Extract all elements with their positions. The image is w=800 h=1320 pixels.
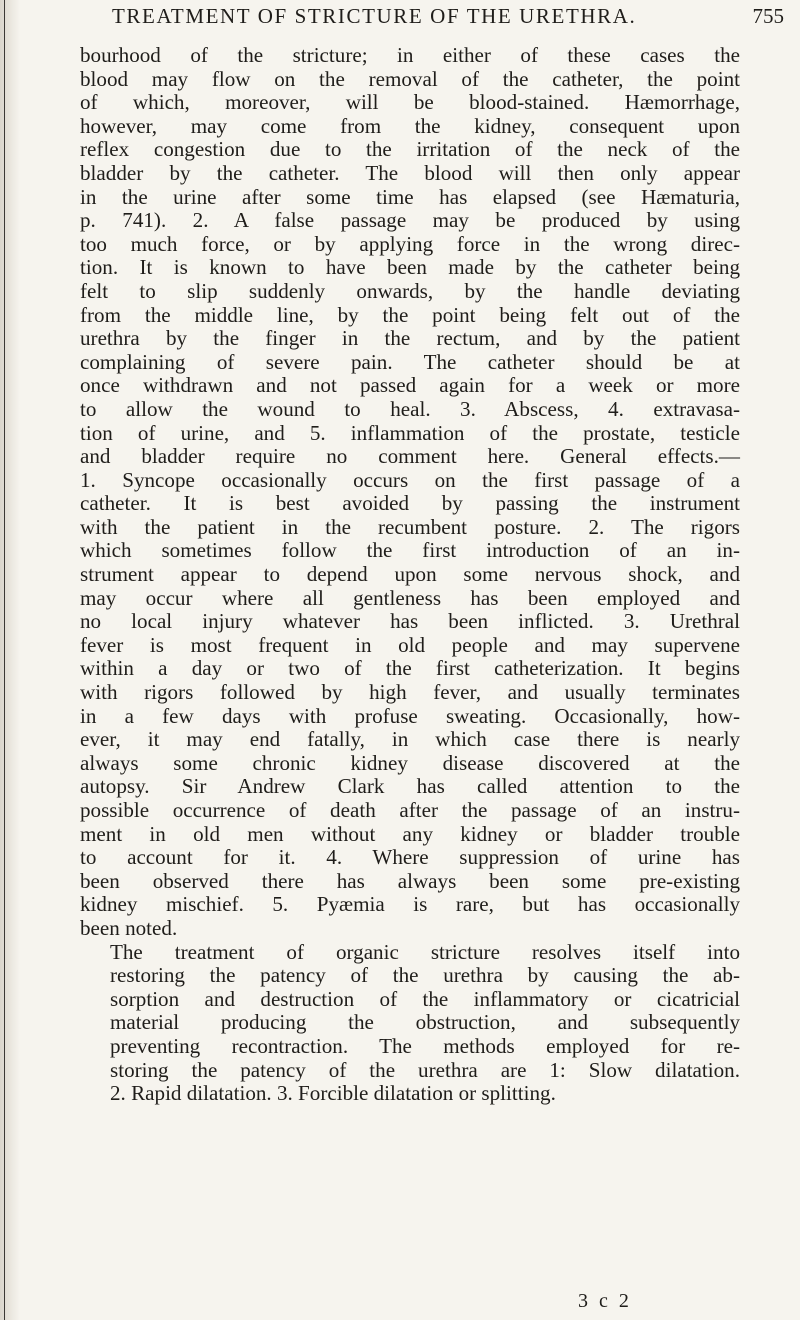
text-line: The treatment of organic stricture resolves itself into xyxy=(110,939,740,964)
text-line: p. 741). 2. A false passage may be produced by using xyxy=(80,208,740,233)
binding-edge-line xyxy=(4,0,5,1320)
text-line: 1. Syncope occasionally occurs on the first passage of a xyxy=(80,467,740,492)
running-head: TREATMENT OF STRICTURE OF THE URETHRA. xyxy=(112,4,637,28)
text-line: 2. Rapid dilatation. 3. Forcible dilatation or splitting. xyxy=(110,1081,556,1106)
text-line: felt to slip suddenly onwards, by the handle deviating xyxy=(80,278,740,303)
text-line: blood may flow on the removal of the catheter, the point xyxy=(80,66,740,91)
text-line: tion of urine, and 5. inflammation of the prostate, testicle xyxy=(80,420,740,445)
text-line: preventing recontraction. The methods employed for re- xyxy=(110,1033,740,1058)
text-line: bourhood of the stricture; in either of these cases the xyxy=(80,43,740,67)
page-gutter xyxy=(0,0,20,1320)
text-line: within a day or two of the first catheterization. It begins xyxy=(80,656,740,681)
signature-mark: 3 c 2 xyxy=(578,1290,632,1312)
text-line: to allow the wound to heal. 3. Abscess, 4. extravasa- xyxy=(80,396,740,421)
text-line: with rigors followed by high fever, and usually terminates xyxy=(80,680,740,705)
text-line: too much force, or by applying force in the wrong direc- xyxy=(80,231,740,256)
text-line: sorption and destruction of the inflammatory or cicatricial xyxy=(110,986,740,1011)
text-line: of which, moreover, will be blood-stained. Hæmorrhage, xyxy=(80,90,740,115)
paragraph-treatment xyxy=(80,941,740,1106)
text-line: ment in old men without any kidney or bladder trouble xyxy=(80,821,740,846)
page-number: 755 xyxy=(752,4,784,28)
text-line: autopsy. Sir Andrew Clark has called attention to the xyxy=(80,774,740,799)
text-line: material producing the obstruction, and subsequently xyxy=(110,1010,740,1035)
text-line: no local injury whatever has been inflicted. 3. Urethral xyxy=(80,609,740,634)
text-line: kidney mischief. 5. Pyæmia is rare, but has occasionally xyxy=(80,892,740,917)
text-line: reflex congestion due to the irritation of the neck of the xyxy=(80,137,740,162)
text-line: and bladder require no comment here. General effects.— xyxy=(80,444,740,469)
text-line: tion. It is known to have been made by the catheter being xyxy=(80,255,740,280)
text-line: fever is most frequent in old people and may supervene xyxy=(80,632,740,657)
text-line: been noted. xyxy=(80,915,178,940)
text-line: strument appear to depend upon some nervous shock, and xyxy=(80,562,740,587)
text-line: in the urine after some time has elapsed (see Hæmaturia, xyxy=(80,184,740,209)
text-line: bladder by the catheter. The blood will then only appear xyxy=(80,160,740,185)
text-line: to account for it. 4. Where suppression of urine has xyxy=(80,845,740,870)
text-line: with the patient in the recumbent posture. 2. The rigors xyxy=(80,514,740,539)
text-line: in a few days with profuse sweating. Occasionally, how- xyxy=(80,703,740,728)
body-text xyxy=(80,44,740,1106)
text-line: always some chronic kidney disease discovered at the xyxy=(80,750,740,775)
text-line: storing the patency of the urethra are 1: Slow dilatation. xyxy=(110,1057,740,1082)
text-line: been observed there has always been some pre-existing xyxy=(80,868,740,893)
text-line: possible occurrence of death after the passage of an instru- xyxy=(80,798,740,822)
text-line: urethra by the finger in the rectum, and by the patient xyxy=(80,326,740,351)
text-line: once withdrawn and not passed again for a week or more xyxy=(80,373,740,398)
text-line: complaining of severe pain. The catheter should be at xyxy=(80,349,740,374)
text-line: catheter. It is best avoided by passing the instrument xyxy=(80,491,740,516)
text-line: however, may come from the kidney, consequent upon xyxy=(80,113,740,138)
text-line: ever, it may end fatally, in which case there is nearly xyxy=(80,727,740,752)
text-line: restoring the patency of the urethra by causing the ab- xyxy=(110,963,740,988)
text-line: from the middle line, by the point being felt out of the xyxy=(80,302,740,327)
text-line: may occur where all gentleness has been employed and xyxy=(80,585,740,610)
page-header xyxy=(76,4,784,34)
text-line: which sometimes follow the first introduction of an in- xyxy=(80,538,740,563)
paragraph-complications xyxy=(80,44,740,941)
